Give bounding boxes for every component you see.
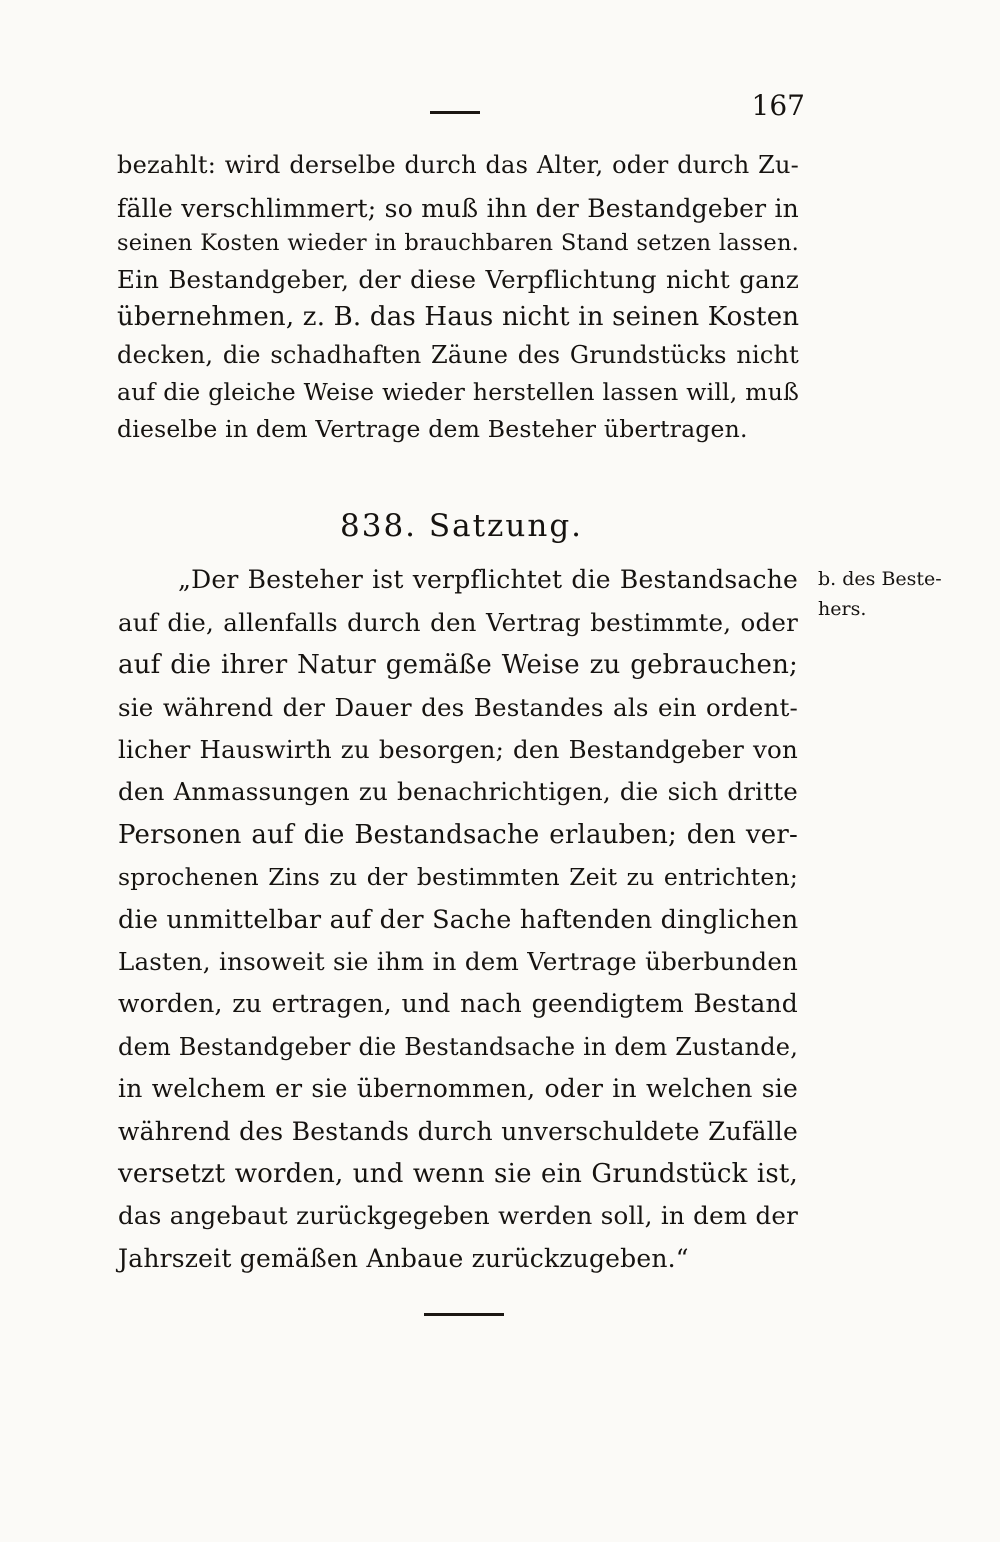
section-heading: 838. Satzung. bbox=[340, 508, 584, 544]
text-line: das angebaut zurückgegeben werden soll, in dem der bbox=[118, 1201, 798, 1230]
text-line: bezahlt: wird derselbe durch das Alter, oder durch Zu- bbox=[117, 151, 799, 179]
text-line: übernehmen, z. B. das Haus nicht in seinen Kosten bbox=[117, 302, 800, 332]
text-line: dieselbe in dem Vertrage dem Besteher übertragen. bbox=[117, 415, 748, 443]
text-line: fälle verschlimmert; so muß ihn der Bestandgeber in bbox=[117, 194, 799, 223]
text-line: Lasten, insoweit sie ihm in dem Vertrage überbunden bbox=[118, 947, 798, 976]
text-line: während des Bestands durch unverschuldete Zufälle bbox=[118, 1117, 798, 1146]
text-line: in welchem er sie übernommen, oder in welchen sie bbox=[118, 1074, 798, 1103]
text-line: auf die gleiche Weise wieder herstellen lassen will, muß bbox=[117, 378, 799, 406]
text-line: decken, die schadhaften Zäune des Grundstücks nicht bbox=[117, 341, 799, 369]
page-number: 167 bbox=[751, 89, 805, 122]
text-line: worden, zu ertragen, und nach geendigtem Bestand bbox=[118, 989, 798, 1018]
text-line: Jahrszeit gemäßen Anbaue zurückzugeben.“ bbox=[118, 1244, 689, 1273]
marginal-note: b. des Beste- bbox=[818, 568, 942, 590]
text-line: die unmittelbar auf der Sache haftenden dinglichen bbox=[118, 905, 799, 935]
marginal-note: hers. bbox=[818, 598, 867, 620]
header-rule bbox=[430, 111, 480, 114]
text-line: den Anmassungen zu benachrichtigen, die sich dritte bbox=[118, 777, 798, 806]
text-line: auf die, allenfalls durch den Vertrag bestimmte, oder bbox=[118, 608, 798, 637]
text-line: seinen Kosten wieder in brauchbaren Stand setzen lassen. bbox=[117, 230, 799, 256]
text-line: sprochenen Zins zu der bestimmten Zeit zu entrichten; bbox=[118, 863, 798, 891]
text-line: Personen auf die Bestandsache erlauben; den ver- bbox=[118, 820, 798, 850]
text-line: dem Bestandgeber die Bestandsache in dem Zustande, bbox=[118, 1033, 799, 1061]
text-line: sie während der Dauer des Bestandes als ein ordent- bbox=[118, 693, 798, 722]
footer-rule bbox=[424, 1313, 504, 1316]
text-line: „Der Besteher ist verpflichtet die Bestandsache bbox=[178, 565, 798, 594]
text-line: auf die ihrer Natur gemäße Weise zu gebrauchen; bbox=[118, 650, 798, 680]
text-line: Ein Bestandgeber, der diese Verpflichtung nicht ganz bbox=[117, 265, 799, 294]
text-line: versetzt worden, und wenn sie ein Grundstück ist, bbox=[118, 1159, 798, 1189]
text-line: licher Hauswirth zu besorgen; den Bestandgeber von bbox=[118, 735, 798, 764]
